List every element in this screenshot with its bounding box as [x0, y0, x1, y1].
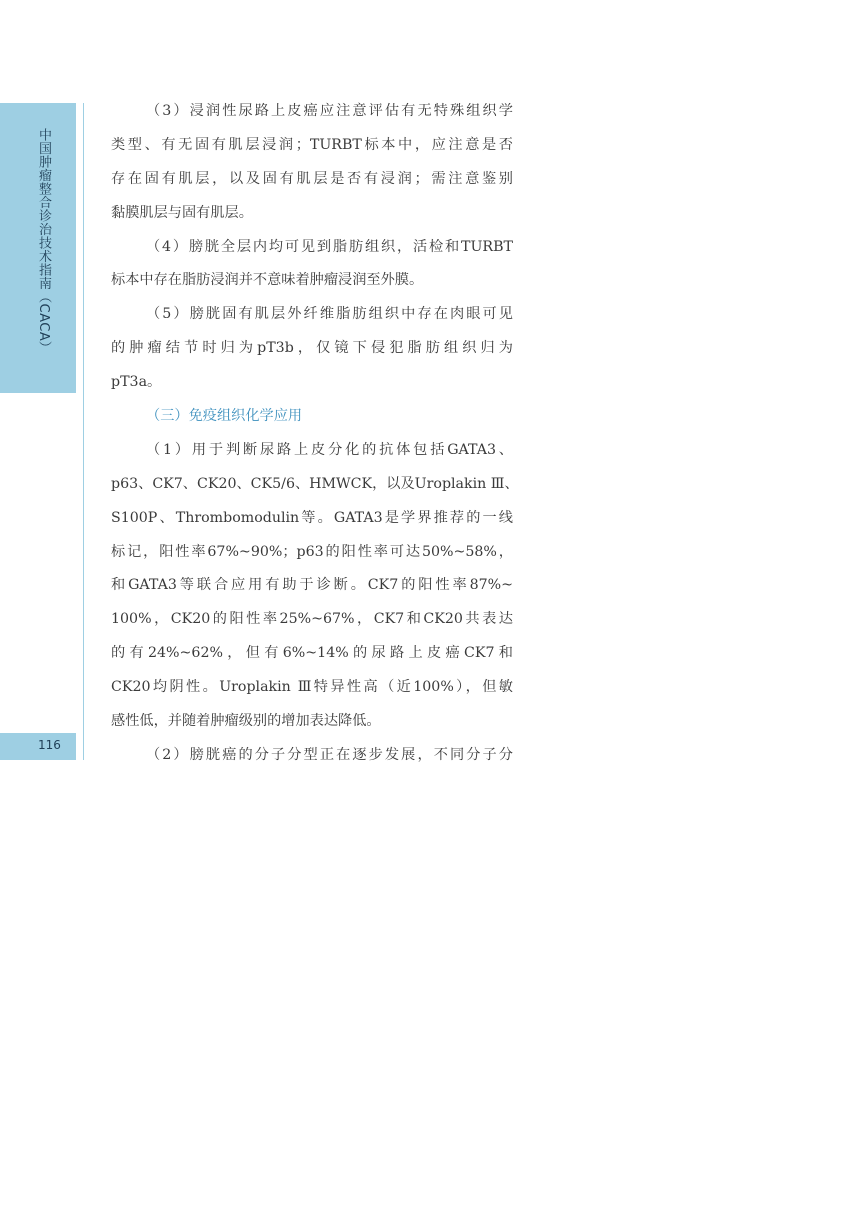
margin-divider [83, 103, 84, 760]
text-line: （4）膀胱全层内均可见到脂肪组织，活检和TURBT [146, 238, 513, 255]
text-line: 黏膜肌层与固有肌层。 [111, 204, 253, 221]
text-line: 的肿瘤结节时归为pT3b，仅镜下侵犯脂肪组织归为 [111, 340, 513, 357]
text-line: p63、CK7、CK20、CK5/6、HMWCK，以及Uroplakin Ⅲ、 [111, 475, 519, 492]
text-line: （5）膀胱固有肌层外纤维脂肪组织中存在肉眼可见 [146, 306, 513, 323]
text-line: pT3a。 [111, 374, 162, 391]
text-line: 的有24%~62%，但有6%~14%的尿路上皮癌CK7和 [111, 645, 513, 662]
running-title: 中国肿瘤整合诊治技术指南（CACA） [36, 128, 51, 355]
text-line: 存在固有肌层，以及固有肌层是否有浸润；需注意鉴别 [111, 170, 513, 187]
text-line: 感性低，并随着肿瘤级别的增加表达降低。 [111, 713, 381, 730]
text-line: （1）用于判断尿路上皮分化的抗体包括GATA3、 [146, 441, 513, 458]
text-line: 标记，阳性率67%~90%；p63的阳性率可达50%~58%， [111, 543, 513, 560]
body-text [111, 95, 519, 773]
text-line: S100P、Thrombomodulin等。GATA3是学界推荐的一线 [111, 509, 513, 526]
section-heading: （三）免疫组织化学应用 [146, 408, 303, 425]
text-line: CK20均阴性。Uroplakin Ⅲ特异性高（近100%），但敏 [111, 679, 513, 696]
text-line: （3）浸润性尿路上皮癌应注意评估有无特殊组织学 [146, 103, 513, 119]
text-line: 和GATA3等联合应用有助于诊断。CK7的阳性率87%~ [111, 577, 513, 594]
text-line: 类型、有无固有肌层浸润；TURBT标本中，应注意是否 [111, 136, 513, 153]
text-line: 100%，CK20的阳性率25%~67%，CK7和CK20共表达 [111, 611, 513, 628]
page-number: 116 [38, 738, 61, 752]
text-line: （2）膀胱癌的分子分型正在逐步发展，不同分子分 [146, 746, 513, 763]
text-line: 标本中存在脂肪浸润并不意味着肿瘤浸润至外膜。 [111, 272, 424, 289]
